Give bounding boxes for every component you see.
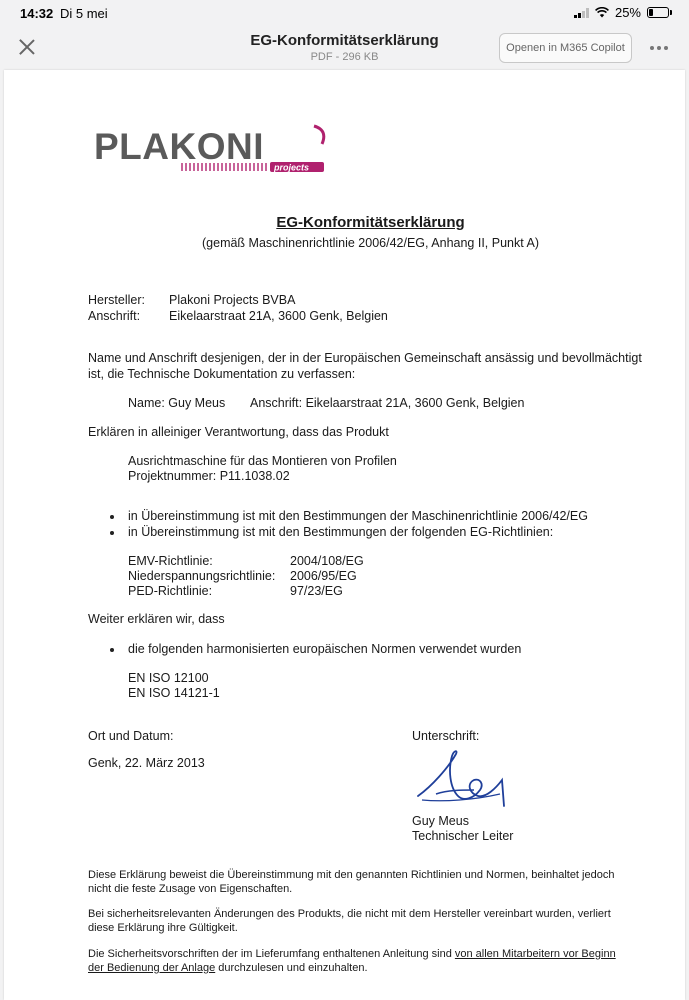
note-3-text: durchzulesen und einzuhalten. [215, 962, 368, 974]
signer-name: Guy Meus [412, 814, 469, 828]
bullet-marker [110, 515, 114, 519]
declaration-subtitle: (gemäß Maschinenrichtlinie 2006/42/EG, Anhang II, Punkt A) [202, 236, 539, 250]
note-1-line1: Diese Erklärung beweist die Übereinstimmung mit den genannten Richtlinien und Normen, beinhaltet jedoch [88, 869, 615, 881]
authorized-text-line1: Name und Anschrift desjenigen, der in der Europäischen Gemeinschaft ansässig und bevollmächtigt [88, 351, 642, 365]
declaration-title: EG-Konformitätserklärung [276, 214, 465, 231]
manufacturer-label: Hersteller: [88, 293, 145, 307]
place-date-value: Genk, 22. März 2013 [88, 756, 205, 770]
directive-name: Niederspannungsrichtlinie: [128, 569, 276, 583]
place-date-label: Ort und Datum: [88, 729, 174, 743]
status-time: 14:32 [20, 6, 54, 21]
manufacturer-value: Plakoni Projects BVBA [169, 293, 296, 307]
more-options-icon[interactable] [650, 41, 672, 55]
compliance-bullet-1: in Übereinstimmung ist mit den Bestimmungen der Maschinenrichtlinie 2006/42/EG [128, 509, 588, 523]
directive-value: 2004/108/EG [290, 554, 364, 568]
status-bar [0, 0, 689, 26]
viewer-header [0, 26, 689, 70]
battery-icon [647, 7, 669, 18]
note-3-line1 [88, 948, 616, 960]
note-3-line2 [88, 962, 368, 974]
standards-bullet: die folgenden harmonisierten europäischen Normen verwendet wurden [128, 642, 522, 656]
address-label: Anschrift: [88, 309, 141, 323]
bullet-marker [110, 648, 114, 652]
further-line: Weiter erklären wir, dass [88, 612, 225, 626]
svg-text:PLAKONI: PLAKONI [94, 126, 264, 167]
directive-value: 97/23/EG [290, 584, 343, 598]
open-in-copilot-button[interactable]: Openen in M365 Copilot [499, 33, 632, 63]
signature-label: Unterschrift: [412, 729, 480, 743]
signer-role: Technischer Leiter [412, 829, 514, 843]
directive-name: PED-Richtlinie: [128, 584, 213, 598]
status-indicators [574, 5, 669, 20]
authorized-name: Name: Guy Meus [128, 396, 226, 410]
document-meta: PDF - 296 KB [310, 51, 379, 63]
authorized-text-line2: ist, die Technische Dokumentation zu verfassen: [88, 367, 356, 381]
svg-text:projects: projects [274, 162, 310, 173]
status-date: Di 5 mei [60, 6, 108, 21]
close-icon[interactable] [16, 36, 38, 58]
standard-2: EN ISO 14121-1 [128, 686, 220, 700]
note-2-line1: Bei sicherheitsrelevanten Änderungen des Produkts, die nicht mit dem Hersteller vereinbart wurden, verliert [88, 908, 611, 920]
directive-value: 2006/95/EG [290, 569, 357, 583]
directive-name: EMV-Richtlinie: [128, 554, 213, 568]
note-2-line2: diese Erklärung ihre Gültigkeit. [88, 922, 238, 934]
wifi-icon [595, 7, 609, 18]
plakoni-logo [92, 122, 332, 176]
authorized-address: Anschrift: Eikelaarstraat 21A, 3600 Genk, Belgien [250, 396, 525, 410]
standard-1: EN ISO 12100 [128, 671, 209, 685]
handwritten-signature [414, 746, 518, 816]
note-3-text: Die Sicherheitsvorschriften der im Lieferumfang enthaltenen Anleitung sind [88, 948, 455, 960]
compliance-bullet-2: in Übereinstimmung ist mit den Bestimmungen der folgenden EG-Richtlinien: [128, 525, 554, 539]
battery-percent: 25% [614, 5, 641, 20]
project-number: Projektnummer: P11.1038.02 [128, 469, 290, 483]
address-value: Eikelaarstraat 21A, 3600 Genk, Belgien [169, 309, 388, 323]
product-name: Ausrichtmaschine für das Montieren von Profilen [128, 454, 397, 468]
note-3-underlined: der Bedienung der Anlage [88, 962, 216, 974]
signal-icon [574, 8, 589, 18]
declare-line: Erklären in alleiniger Verantwortung, dass das Produkt [88, 425, 389, 439]
bullet-marker [110, 531, 114, 535]
document-title: EG-Konformitätserklärung [250, 32, 439, 49]
note-3-underlined: von allen Mitarbeitern vor Beginn [454, 948, 616, 960]
pdf-page[interactable] [4, 70, 685, 1000]
note-1-line2: nicht die feste Zusage von Eigenschaften. [88, 883, 293, 895]
